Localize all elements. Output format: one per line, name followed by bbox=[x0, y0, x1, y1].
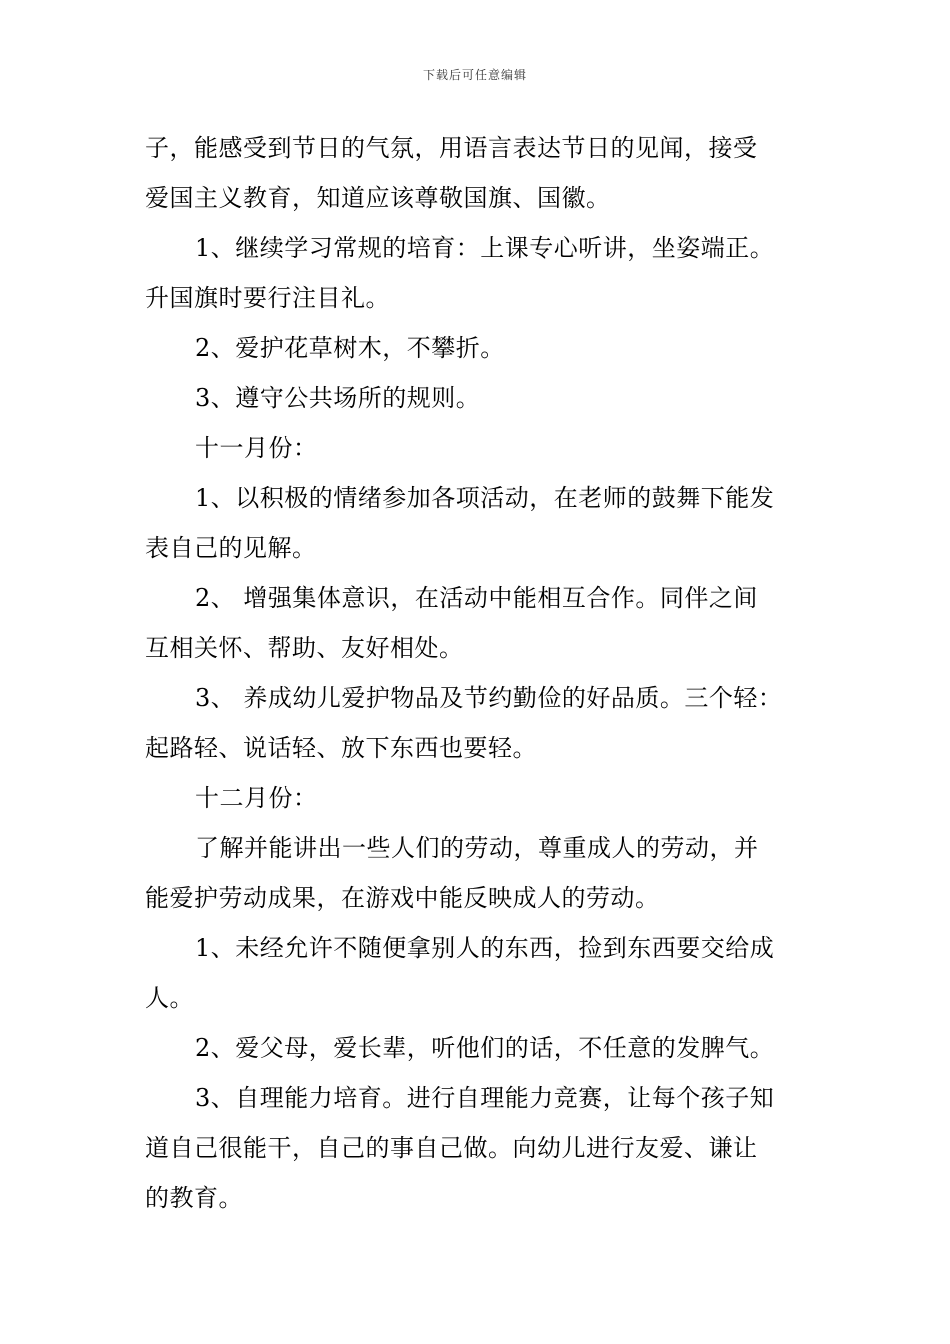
text-line: 了解并能讲出一些人们的劳动，尊重成人的劳动，并 bbox=[195, 834, 759, 862]
text-line: 3、 养成幼儿爱护物品及节约勤俭的好品质。三个轻： bbox=[195, 684, 783, 712]
text-line: 道自己很能干，自己的事自己做。向幼儿进行友爱、谦让 bbox=[145, 1134, 758, 1162]
section-heading: 十一月份： bbox=[195, 434, 318, 462]
text-line: 爱国主义教育，知道应该尊敬国旗、国徽。 bbox=[145, 184, 611, 212]
page-header: 下载后可任意编辑 bbox=[422, 68, 527, 82]
section-heading: 十二月份： bbox=[195, 784, 318, 812]
text-line: 的教育。 bbox=[145, 1184, 243, 1212]
text-line: 1、继续学习常规的培育：上课专心听讲，坐姿端正。 bbox=[195, 234, 775, 262]
text-line: 1、以积极的情绪参加各项活动，在老师的鼓舞下能发 bbox=[195, 484, 775, 512]
text-line: 能爱护劳动成果，在游戏中能反映成人的劳动。 bbox=[145, 884, 660, 912]
text-line: 3、自理能力培育。进行自理能力竞赛，让每个孩子知 bbox=[195, 1084, 775, 1112]
text-line: 子，能感受到节日的气氛，用语言表达节日的见闻，接受 bbox=[145, 134, 758, 162]
text-line: 人。 bbox=[145, 984, 194, 1012]
text-line: 2、 增强集体意识，在活动中能相互合作。同伴之间 bbox=[195, 584, 758, 612]
text-line: 表自己的见解。 bbox=[145, 534, 317, 562]
text-line: 1、未经允许不随便拿别人的东西，捡到东西要交给成 bbox=[195, 934, 775, 962]
text-line: 升国旗时要行注目礼。 bbox=[145, 284, 390, 312]
text-line: 互相关怀、帮助、友好相处。 bbox=[145, 634, 464, 662]
text-line: 起路轻、说话轻、放下东西也要轻。 bbox=[145, 734, 537, 762]
text-line: 2、爱护花草树木，不攀折。 bbox=[195, 334, 505, 362]
text-line: 3、遵守公共场所的规则。 bbox=[195, 384, 481, 412]
text-line: 2、爱父母，爱长辈，听他们的话，不任意的发脾气。 bbox=[195, 1034, 775, 1062]
